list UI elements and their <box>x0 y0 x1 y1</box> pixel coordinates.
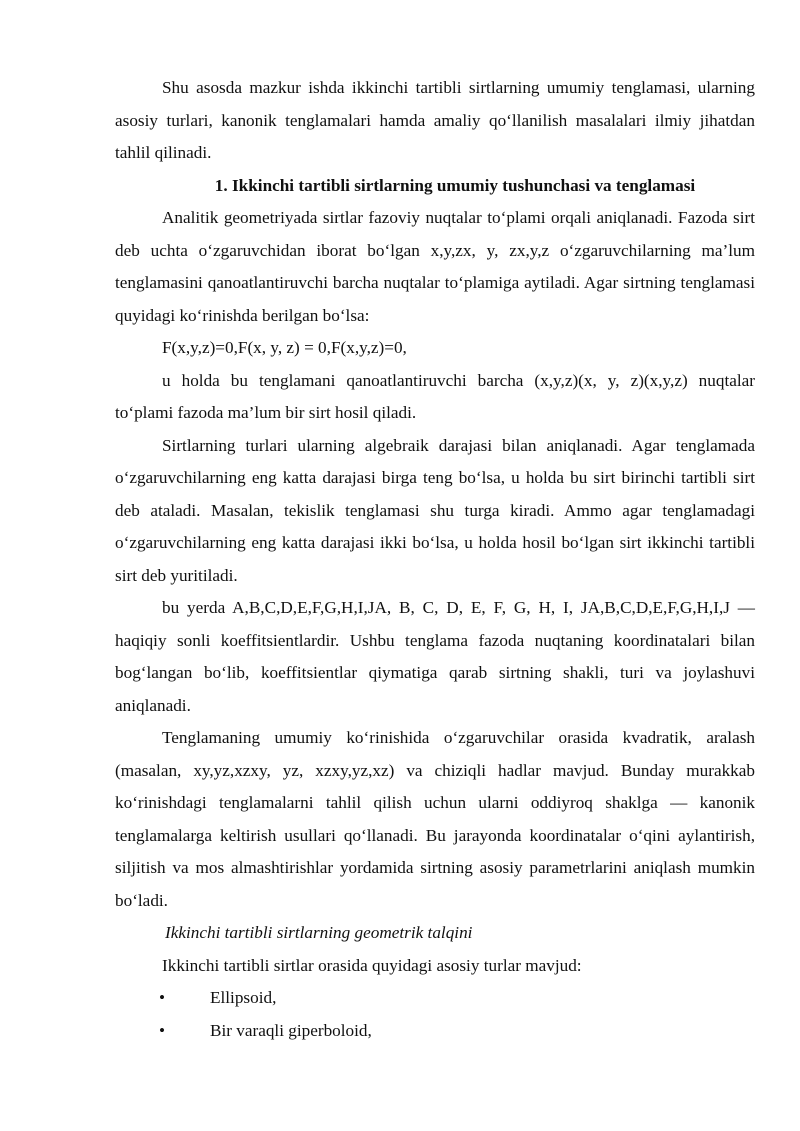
surface-type-list <box>115 982 755 1047</box>
list-item <box>115 982 755 1015</box>
paragraph-list-intro: Ikkinchi tartibli sirtlar orasida quyidagi asosiy turlar mavjud: <box>162 955 582 975</box>
section-heading: 1. Ikkinchi tartibli sirtlarning umumiy tushunchasi va tenglamasi <box>214 175 696 195</box>
paragraph-definition: Analitik geometriyada sirtlar fazoviy nuqtalar to‘plami orqali aniqlanadi. Fazoda sirt deb uchta o‘zgaruvchidan iborat bo‘lgan x,y,zx, y, zx,y,z o‘zgaruvchilarning ma’lum tenglamasini qanoatlantiruvchi barcha nuqtalar to‘plamiga aytiladi. Agar sirtning tenglamasi quyidagi ko‘rinishda berilgan bo‘lsa: <box>115 208 755 325</box>
paragraph-general-form: Tenglamaning umumiy ko‘rinishida o‘zgaruvchilar orasida kvadratik, aralash (masalan, xy,yz,xzxy, yz, xzxy,yz,xz) va chiziqli hadlar mavjud. Bunday murakkab ko‘rinishdagi tenglamalarni tahlil qilish uchun ularni oddiyroq shaklga — kanonik tenglamalarga keltirish usullari qo‘llanadi. Bu jarayonda koordinatalar o‘qini aylantirish, siljitish va mos almashtirishlar yordamida sirtning asosiy parametrlarini aniqlash mumkin bo‘ladi. <box>115 728 755 910</box>
equation-line: F(x,y,z)=0,F(x, y, z) = 0,F(x,y,z)=0, <box>162 338 407 357</box>
paragraph-intro: Shu asosda mazkur ishda ikkinchi tartibli sirtlarning umumiy tenglamasi, ularning asosiy turlari, kanonik tenglamalari hamda amaliy qo‘llanilish masalalari ilmiy jihatdan tahlil qilinadi. <box>115 78 755 162</box>
list-item-text: Bir varaqli giperboloid, <box>210 1020 372 1040</box>
list-item <box>115 1015 755 1048</box>
paragraph-coefficients: bu yerda A,B,C,D,E,F,G,H,I,JA, B, C, D, E, F, G, H, I, JA,B,C,D,E,F,G,H,I,J — haqiqiy sonli koeffitsientlardir. Ushbu tenglama fazoda nuqtaning koordinatalari bilan bog‘langan bo‘lib, koeffitsientlar qiymatiga qarab sirtning shakli, turi va joylashuvi aniqlanadi. <box>115 598 755 715</box>
document-page <box>115 72 755 1047</box>
bullet-icon: • <box>159 988 166 1007</box>
paragraph-types: Sirtlarning turlari ularning algebraik darajasi bilan aniqlanadi. Agar tenglamada o‘zgaruvchilarning eng katta darajasi birga teng bo‘lsa, u holda bu sirt birinchi tartibli sirt deb ataladi. Masalan, tekislik tenglamasi shu turga kiradi. Ammo agar tenglamadagi o‘zgaruvchilarning eng katta darajasi ikki bo‘lsa, u holda hosil bo‘lgan sirt ikkinchi tartibli sirt deb yuritiladi. <box>115 435 755 585</box>
subheading-geometric: Ikkinchi tartibli sirtlarning geometrik talqini <box>165 923 473 942</box>
paragraph-then: u holda bu tenglamani qanoatlantiruvchi barcha (x,y,z)(x, y, z)(x,y,z) nuqtalar to‘plami fazoda ma’lum bir sirt hosil qiladi. <box>115 370 755 422</box>
list-item-text: Ellipsoid, <box>210 988 277 1007</box>
bullet-icon: • <box>159 1020 166 1040</box>
